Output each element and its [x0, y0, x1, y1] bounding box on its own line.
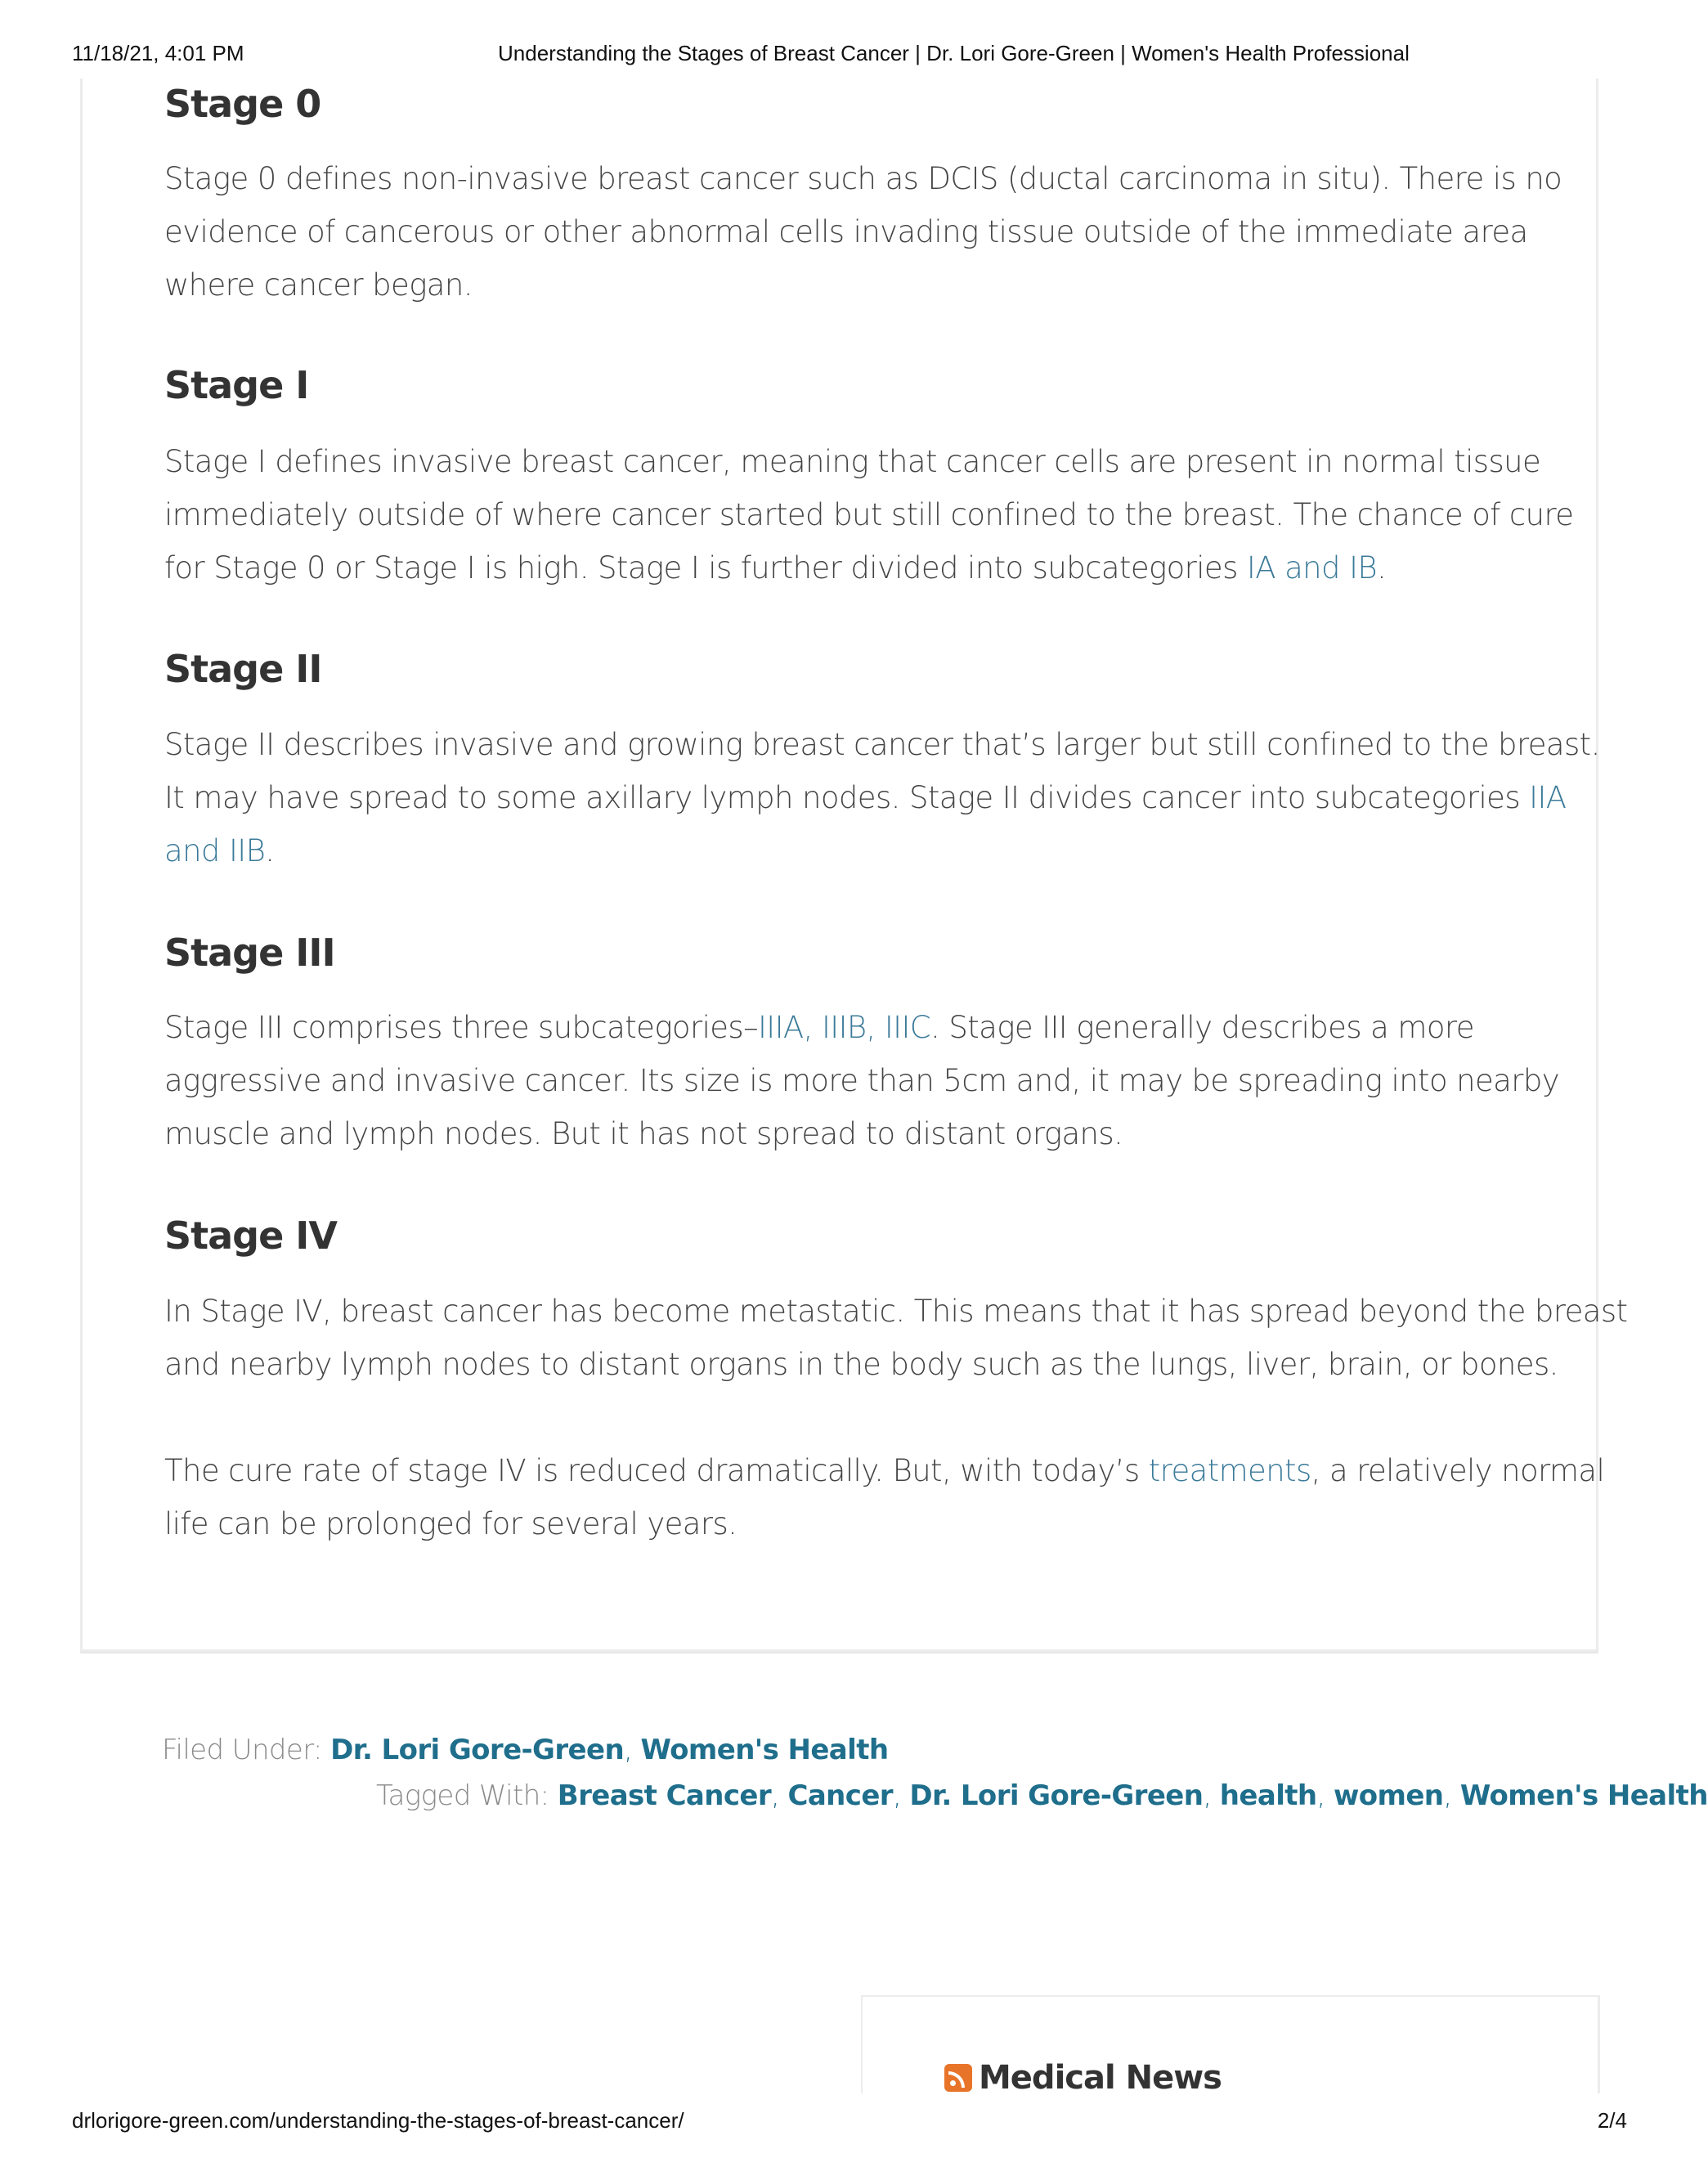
paragraph-closing [164, 1444, 1605, 1550]
heading-stage-4: Stage IV [164, 1214, 338, 1258]
tagged-with-label: Tagged With: [376, 1779, 558, 1812]
inline-link[interactable]: IA and IB [1246, 550, 1378, 585]
text-line: and nearby lymph nodes to distant organs in the body such as the lungs, liver, brain, or bones. [164, 1347, 1558, 1382]
inline-link[interactable]: treatments [1148, 1453, 1311, 1488]
text-line: evidence of cancerous or other abnormal cells invading tissue outside of the immediate area [164, 214, 1528, 249]
tag-link[interactable]: Dr. Lori Gore-Green [909, 1779, 1204, 1812]
category-list: Dr. Lori Gore-Green, Women's Health [330, 1734, 889, 1766]
tag-link[interactable]: Dr. Lori Gore-Green [330, 1734, 625, 1766]
text-line: immediately outside of where cancer started but still confined to the breast. The chance of cure [164, 497, 1574, 532]
heading-stage-3: Stage III [164, 931, 335, 975]
widget-title [944, 2059, 1222, 2097]
text-line: and IIB. [164, 833, 275, 868]
text-line: aggressive and invasive cancer. Its size is more than 5cm and, it may be spreading into nearby [164, 1063, 1560, 1098]
print-footer [0, 2108, 1674, 2136]
text-line: In Stage IV, breast cancer has become metastatic. This means that it has spread beyond the breast [164, 1294, 1628, 1329]
article-card [80, 79, 1628, 1653]
inline-link[interactable]: IIA [1529, 780, 1567, 815]
heading-stage-1: Stage I [164, 363, 309, 407]
widget-title-text: Medical News [979, 2059, 1222, 2097]
heading-stage-0: Stage 0 [164, 82, 321, 126]
text-line: muscle and lymph nodes. But it has not spread to distant organs. [164, 1116, 1123, 1151]
paragraph-stage-4 [164, 1285, 1628, 1391]
print-page-number: 2/4 [1597, 2108, 1627, 2133]
filed-under-line [162, 1734, 888, 1766]
paragraph-stage-3 [164, 1001, 1560, 1160]
tag-link[interactable]: Cancer [787, 1779, 893, 1812]
text-line: for Stage 0 or Stage I is high. Stage I is further divided into subcategories IA and IB. [164, 550, 1387, 585]
text-line: Stage III comprises three subcategories–IIIA, IIIB, IIIC. Stage III generally describes a more [164, 1010, 1474, 1045]
content-divider [83, 1649, 1596, 1652]
text-line: It may have spread to some axillary lymph nodes. Stage II divides cancer into subcategories IIA [164, 780, 1567, 815]
text-line: Stage II describes invasive and growing breast cancer that’s larger but still confined to the breast. [164, 727, 1600, 762]
inline-link[interactable]: and IIB [164, 833, 266, 868]
tag-link[interactable]: Women's Health [640, 1734, 889, 1766]
sidebar-widget-medical-news [861, 1995, 1600, 2097]
text-line: Stage 0 defines non-invasive breast cancer such as DCIS (ductal carcinoma in situ). There is no [164, 161, 1562, 196]
paragraph-stage-1 [164, 435, 1574, 594]
tag-link[interactable]: Breast Cancer [557, 1779, 772, 1812]
paragraph-stage-2 [164, 718, 1600, 877]
tagged-with-line [376, 1779, 1708, 1812]
text-line: Stage I defines invasive breast cancer, meaning that cancer cells are present in normal tissue [164, 444, 1541, 479]
tag-link[interactable]: health [1219, 1779, 1317, 1812]
filed-under-label: Filed Under: [162, 1734, 331, 1766]
print-url: drlorigore-green.com/understanding-the-stages-of-breast-cancer/ [72, 2108, 684, 2133]
print-page-title: Understanding the Stages of Breast Cancer | Dr. Lori Gore-Green | Women's Health Professional [498, 41, 1410, 65]
text-line: The cure rate of stage IV is reduced dramatically. But, with today’s treatments, a relatively normal [164, 1453, 1605, 1488]
paragraph-stage-0 [164, 152, 1562, 312]
tag-link[interactable]: women [1333, 1779, 1444, 1812]
text-line: where cancer began. [164, 267, 473, 303]
rss-feed-icon[interactable] [944, 2064, 972, 2092]
inline-link[interactable]: IIIA, IIIB, IIIC [758, 1010, 931, 1045]
print-header [0, 41, 1674, 69]
heading-stage-2: Stage II [164, 647, 322, 691]
tag-list: Breast Cancer, Cancer, Dr. Lori Gore-Green, health, women, Women's Health [557, 1779, 1708, 1812]
tag-link[interactable]: Women's Health [1459, 1779, 1708, 1812]
print-date: 11/18/21, 4:01 PM [72, 41, 244, 65]
text-line: life can be prolonged for several years. [164, 1506, 737, 1541]
